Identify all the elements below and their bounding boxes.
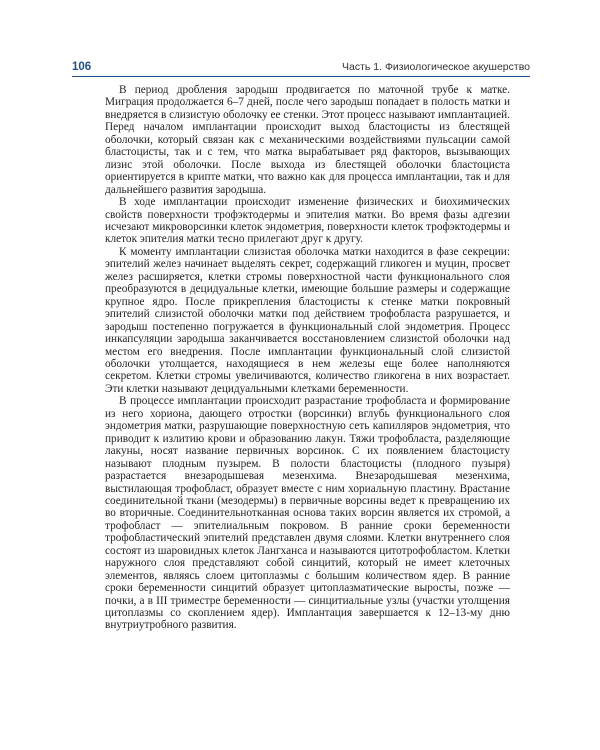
paragraph: В процессе имплантации происходит разрастание трофобласта и формирование из него хориона, дающего отростки (ворсинки) вглубь функционального слоя эндометрия матки, разрушающие поверхностную сеть капилляров эндометрия, что приводит к излитию крови и образованию лакун. Тяжи трофобласта, разделяющие лакуны, носят название первичных ворсинок. С их появлением бластоцисту называют плодным пузырем. В полости бластоцисты (плодного пузыря) разрастается внезародышевая мезенхима. Внезародышевая мезенхима, выстилающая трофобласт, образует вместе с ним хориальную пластину. Врастание соединительной ткани (мезодермы) в первичные ворсины ведет к превращению их во вторичные. Соединительнотканная основа таких ворсин является их стромой, а трофобласт — эпителиальным покровом. В ранние сроки беременности трофобластический эпителий представлен двумя слоями. Клетки внутреннего слоя состоят из шаровидных клеток Лангханса и называются цитотрофобластом. Клетки наружного слоя представляют собой синцитий, который не имеет клеточных элементов, являясь слоем цитоплазмы с большим количеством ядер. В ранние сроки беременности синцитий образует цитоплазматические выросты, позже — почки, а в III триместре беременности — синцитиальные узлы (участки утолщения цитоплазмы со скоплением ядер). Имплантация завершается к 12–13-му дню внутриутробного развития.	[105, 395, 510, 632]
paragraph: В период дробления зародыш продвигается по маточной трубе к матке. Миграция продолжается 6–7 дней, после чего зародыш попадает в полость матки и внедряется в слизистую оболочку ее стенки. Этот процесс называют имплантацией. Перед началом имплантации происходит выход бластоцисты из блестящей оболочки, который связан как с механическими воздействиями пульсации самой бластоцисты, так и с тем, что матка вырабатывает ряд факторов, вызывающих лизис этой оболочки. После выхода из блестящей оболочки бластоциста ориентируется в крипте матки, что важно как для процесса имплантации, так и для дальнейшего развития зародыша.	[105, 84, 510, 196]
page-header	[72, 60, 530, 74]
paragraph: В ходе имплантации происходит изменение физических и биохимических свойств поверхности трофэктодермы и эпителия матки. Во время фазы адгезии исчезают микроворсинки клеток эндометрия, поверхности клеток трофэктодермы и клеток эпителия матки тесно прилегают друг к другу.	[105, 196, 510, 246]
paragraph: К моменту имплантации слизистая оболочка матки находится в фазе секреции: эпителий желез начинает выделять секрет, содержащий гликоген и муцин, просвет желез расширяется, клетки стромы поверхностной части функционального слоя преобразуются в децидуальные клетки, имеющие большие размеры и содержащие крупное ядро. После прикрепления бластоцисты к стенке матки покровный эпителий слизистой оболочки матки под действием трофобласта разрушается, и зародыш постепенно погружается в функциональный слой эндометрия. Процесс инкапсуляции зародыша заканчивается восстановлением слизистой оболочки над местом его внедрения. После имплантации функциональный слой слизистой оболочки утолщается, находящиеся в нем железы еще более наполняются секретом. Клетки стромы увеличиваются, количество гликогена в них возрастает. Эти клетки называют децидуальными клетками беременности.	[105, 245, 510, 395]
header-divider	[72, 76, 530, 77]
page-number: 106	[72, 61, 92, 73]
running-header-title: Часть 1. Физиологическое акушерство	[341, 61, 530, 73]
body-text	[105, 84, 510, 632]
